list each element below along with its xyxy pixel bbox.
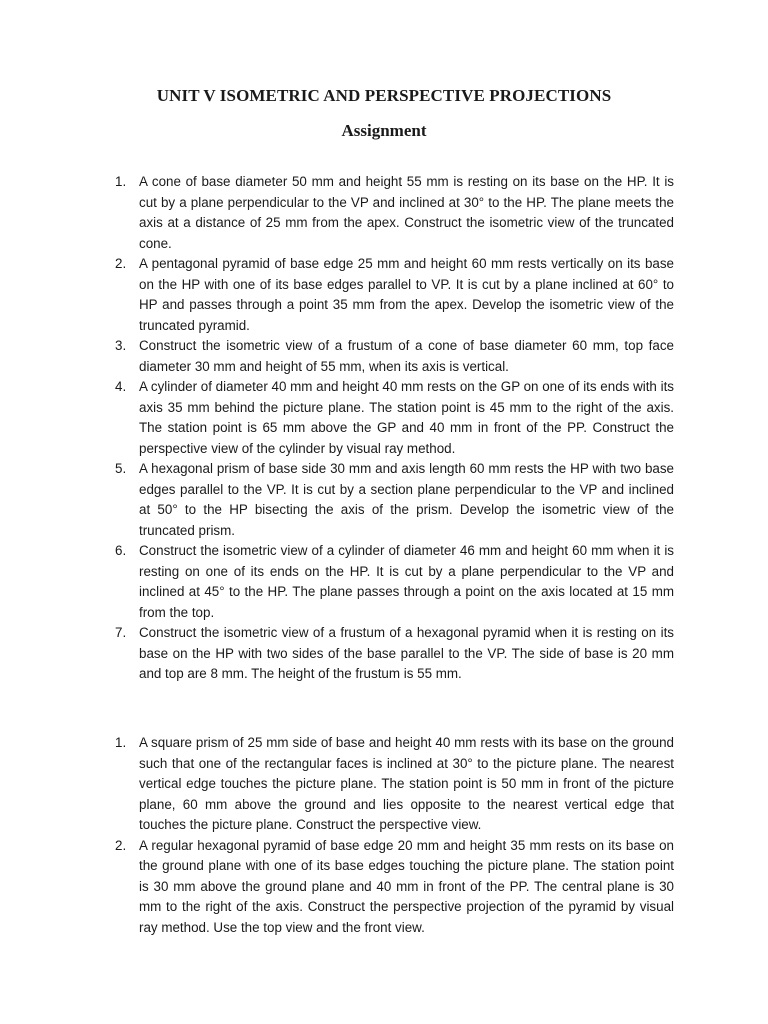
list-item: [104, 377, 674, 459]
list-item-text: A cylinder of diameter 40 mm and height 40 mm rests on the GP on one of its ends with its axis 35 mm behind the picture plane. The station point is 45 mm to the right of the axis. The station point is 65 mm above the GP and 40 mm in front of the PP. Construct the perspective view of the cylinder by visual ray method.: [139, 379, 674, 456]
list-item-number: 5.: [115, 461, 127, 476]
list-item-text: A hexagonal prism of base side 30 mm and axis length 60 mm rests the HP with two base edges parallel to the VP. It is cut by a section plane perpendicular to the VP and inclined at 50° to the HP bisecting the axis of the prism. Develop the isometric view of the truncated prism.: [139, 461, 674, 538]
list-item: [104, 836, 674, 939]
list-item: [104, 336, 674, 377]
list-item-number: 2.: [115, 837, 127, 853]
list-item-text: A cone of base diameter 50 mm and height 55 mm is resting on its base on the HP. It is cut by a plane perpendicular to the VP and inclined at 30° to the HP. The plane meets the axis at a distance of 25 mm from the apex. Construct the isometric view of the truncated cone.: [139, 174, 674, 251]
list-item-text: A pentagonal pyramid of base edge 25 mm and height 60 mm rests vertically on its base on the HP with one of its base edges parallel to VP. It is cut by a plane inclined at 60° to HP and passes through a point 35 mm from the apex. Develop the isometric view of the truncated pyramid.: [139, 256, 674, 333]
list-item-number: 3.: [115, 338, 127, 353]
list-item: [104, 254, 674, 336]
list-item: [104, 459, 674, 541]
list-item-number: 1.: [115, 174, 127, 189]
list-item: [104, 541, 674, 623]
list-item-number: 4.: [115, 379, 127, 394]
list-item-number: 7.: [115, 625, 127, 640]
list-item-text: Construct the isometric view of a frustum of a cone of base diameter 60 mm, top face diameter 30 mm and height of 55 mm, when its axis is vertical.: [139, 338, 674, 374]
list-item: [104, 623, 674, 685]
list-item-number: 6.: [115, 543, 127, 558]
list-item-number: 2.: [115, 256, 127, 271]
list-item-text: Construct the isometric view of a cylinder of diameter 46 mm and height 60 mm when it is resting on one of its ends on the HP. It is cut by a plane perpendicular to the VP and inclined at 45° to the HP. The plane passes through a point on the axis located at 15 mm from the top.: [139, 543, 674, 620]
assignment-list-isometric: [104, 172, 674, 685]
list-item-text: Construct the isometric view of a frustum of a hexagonal pyramid when it is resting on its base on the HP with two sides of the base parallel to the VP. The side of base is 20 mm and top are 8 mm. The height of the frustum is 55 mm.: [139, 625, 674, 681]
assignment-list-perspective: [104, 733, 674, 938]
list-item: [104, 172, 674, 254]
list-item-text: A regular hexagonal pyramid of base edge 20 mm and height 35 mm rests on its base on the ground plane with one of its base edges touching the picture plane. The station point is 30 mm above the ground plane and 40 mm in front of the PP. The central plane is 30 mm to the right of the axis. Construct the perspective projection of the pyramid by visual ray method. Use the top view and the front view.: [139, 837, 674, 935]
page-subtitle: Assignment: [341, 121, 427, 140]
list-item: [104, 733, 674, 836]
page-title: UNIT V ISOMETRIC AND PERSPECTIVE PROJECTIONS: [156, 86, 612, 105]
list-item-text: A square prism of 25 mm side of base and height 40 mm rests with its base on the ground such that one of the rectangular faces is inclined at 30° to the picture plane. The nearest vertical edge touches the picture plane. The station point is 50 mm in front of the picture plane, 60 mm above the ground and lies opposite to the nearest vertical edge that touches the picture plane. Construct the perspective view.: [139, 735, 674, 832]
list-item-number: 1.: [115, 735, 127, 750]
